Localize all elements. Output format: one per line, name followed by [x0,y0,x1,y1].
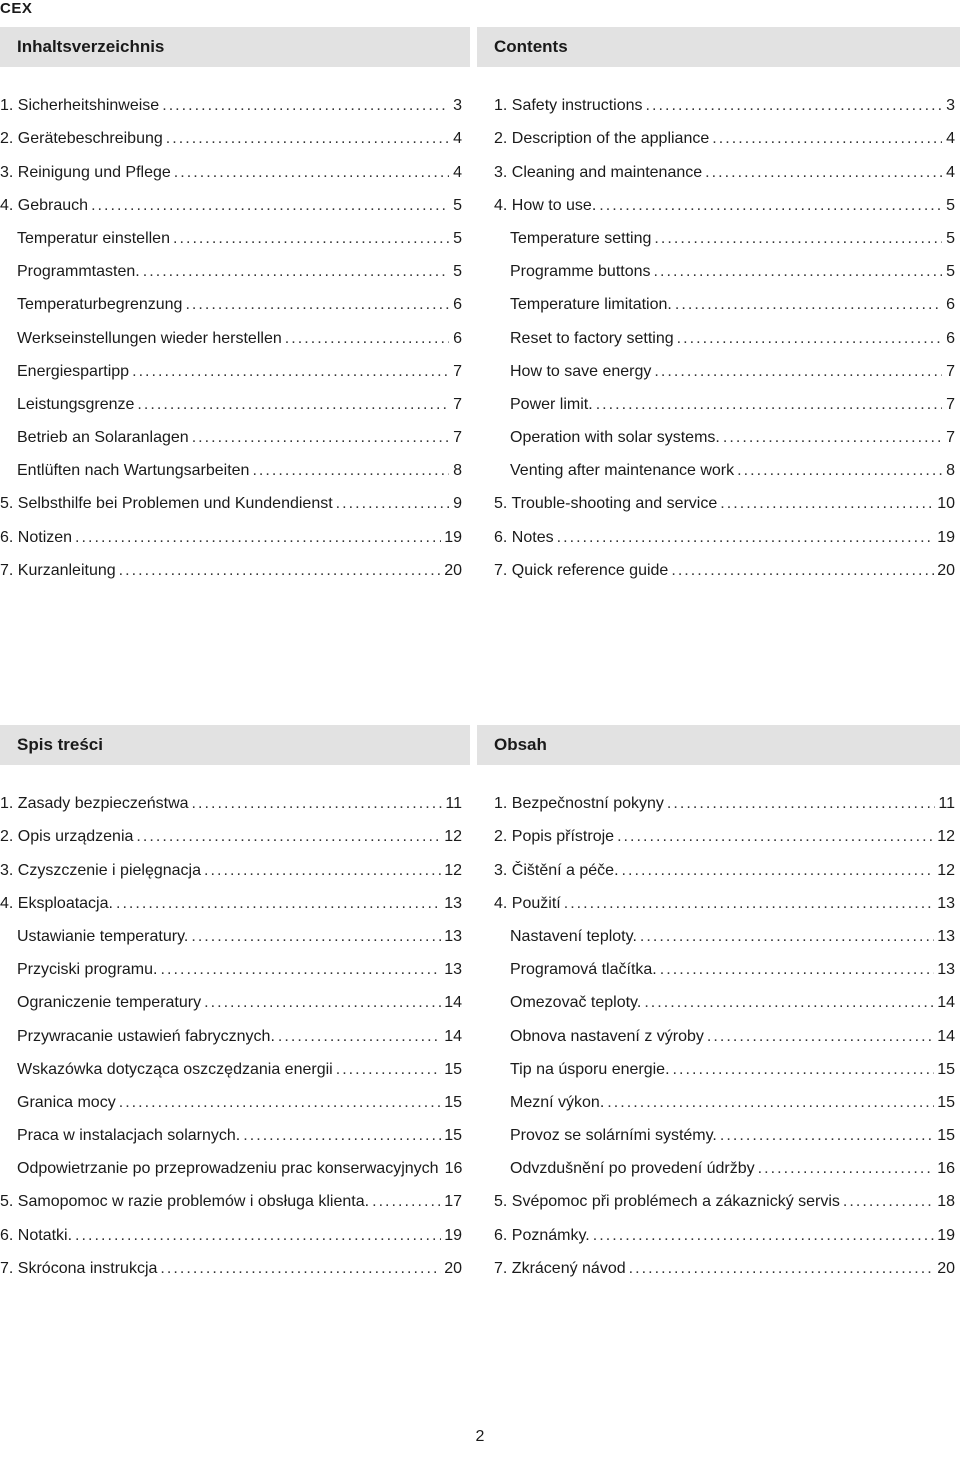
toc-entry[interactable] [477,147,955,180]
toc-entry-label: Provoz se solárními systémy. [510,1127,717,1145]
toc-leader-dots [720,1128,934,1144]
toc-entry-page: 15 [444,1093,462,1111]
toc-section-cz [477,725,960,1277]
toc-entry-label: Betrieb an Solaranlagen [17,429,189,447]
toc-entry-label: 1. Bezpečnostní pokyny [494,795,664,813]
toc-section-pl [0,725,470,1277]
toc-title: Inhaltsverzeichnis [0,27,470,67]
toc-leader-dots [599,198,942,214]
toc-leader-dots [675,297,942,313]
toc-entry-label: 4. Gebrauch [0,196,89,214]
toc-entry-label: Temperature limitation. [510,296,672,314]
toc-entry-page: 15 [937,1093,955,1111]
toc-leader-dots [162,98,449,114]
toc-entry[interactable] [0,512,462,545]
toc-entry-page: 13 [937,894,955,912]
toc-entry-page: 16 [444,1160,462,1178]
toc-entry[interactable] [0,413,462,446]
toc-entry-label: Przywracanie ustawień fabrycznych. [17,1027,275,1045]
toc-leader-dots [143,264,449,280]
toc-leader-dots [654,264,942,280]
toc-entry-label: Programmtasten. [17,263,140,281]
toc-leader-dots [596,397,942,413]
toc-entry-label: 6. Notes [494,528,554,546]
toc-entry-page: 19 [937,528,955,546]
toc-entry[interactable] [477,879,955,912]
toc-entry-label: 1. Zasady bezpieczeństwa [0,795,189,813]
toc-entry[interactable] [477,978,955,1011]
toc-entry-label: Praca w instalacjach solarnych. [17,1127,241,1145]
toc-entry-page: 13 [444,961,462,979]
toc-entry-label: Reset to factory setting [510,329,674,347]
toc-entry-label: Odvzdušnění po provedení údržby [510,1160,755,1178]
toc-leader-dots [160,962,441,978]
toc-entry[interactable] [477,114,955,147]
toc-entry-page: 7 [946,395,955,413]
toc-entry[interactable] [0,479,462,512]
toc-leader-dots [723,430,942,446]
toc-entry-label: Temperatur einstellen [17,229,170,247]
toc-entry-page: 5 [453,196,462,214]
toc-entry[interactable] [477,347,955,380]
page-number: 2 [475,1428,485,1445]
toc-entry-page: 12 [937,828,955,846]
toc-list [0,81,470,579]
toc-entry-label: How to save energy [510,362,652,380]
toc-entry[interactable] [0,912,462,945]
toc-leader-dots [336,1062,442,1078]
toc-entry-page: 15 [444,1127,462,1145]
toc-entry[interactable] [0,546,462,579]
toc-leader-dots [166,131,449,147]
toc-leader-dots [191,929,441,945]
toc-leader-dots [640,929,934,945]
toc-entry-label: Ograniczenie temperatury [17,994,202,1012]
toc-entry-page: 6 [946,296,955,314]
toc-entry-page: 13 [444,894,462,912]
toc-leader-dots [671,563,934,579]
toc-entry[interactable] [477,812,955,845]
toc-leader-dots [136,829,441,845]
toc-entry[interactable] [0,214,462,247]
toc-entry-page: 6 [946,329,955,347]
toc-entry[interactable] [0,845,462,878]
toc-entry-page: 5 [453,263,462,281]
toc-entry-label: 3. Czyszczenie i pielęgnacja [0,861,201,879]
toc-entry-page: 6 [453,296,462,314]
toc-entry-page: 11 [445,795,462,813]
toc-entry-label: 3. Čištění a péče. [494,861,619,879]
toc-entry[interactable] [477,1111,955,1144]
toc-entry[interactable] [0,1011,462,1044]
toc-entry-label: 5. Selbsthilfe bei Problemen und Kundendienst [0,495,333,513]
toc-section-en [477,27,960,579]
toc-leader-dots [336,496,449,512]
toc-entry-page: 3 [946,97,955,115]
toc-entry-label: 5. Samopomoc w razie problemów i obsługa klienta. [0,1193,370,1211]
toc-entry-page: 7 [453,362,462,380]
toc-entry-page: 14 [444,994,462,1012]
toc-entry-page: 19 [444,528,462,546]
toc-entry-label: Operation with solar systems. [510,429,720,447]
toc-entry-page: 5 [453,229,462,247]
toc-leader-dots [705,165,942,181]
toc-entry-page: 4 [946,163,955,181]
toc-leader-dots [192,430,449,446]
toc-entry-page: 19 [937,1226,955,1244]
toc-leader-dots [660,962,934,978]
toc-entry-page: 4 [453,130,462,148]
toc-entry[interactable] [0,1177,462,1210]
toc-entry-label: 3. Cleaning and maintenance [494,163,703,181]
toc-entry[interactable] [477,81,955,114]
toc-entry[interactable] [0,1210,462,1243]
toc-entry-page: 7 [453,429,462,447]
toc-entry[interactable] [477,247,955,280]
toc-leader-dots [712,131,942,147]
toc-entry[interactable] [0,114,462,147]
toc-leader-dots [137,397,449,413]
toc-leader-dots [707,1029,934,1045]
toc-title: Obsah [477,725,960,765]
toc-entry-label: Energiespartipp [17,362,130,380]
toc-leader-dots [629,1261,935,1277]
toc-entry-label: 5. Svépomoc při problémech a zákaznický servis [494,1193,840,1211]
toc-entry-page: 20 [937,1259,955,1277]
toc-leader-dots [646,98,942,114]
toc-entry-page: 13 [937,961,955,979]
toc-leader-dots [173,231,449,247]
toc-leader-dots [564,896,935,912]
toc-leader-dots [278,1029,441,1045]
toc-entry[interactable] [477,1144,955,1177]
toc-entry-page: 12 [444,828,462,846]
toc-entry-label: 7. Quick reference guide [494,561,669,579]
toc-entry[interactable] [0,280,462,313]
toc-entry[interactable] [477,313,955,346]
toc-entry[interactable] [0,1111,462,1144]
toc-leader-dots [372,1194,441,1210]
toc-entry-label: Granica mocy [17,1093,116,1111]
toc-entry-page: 9 [453,495,462,513]
toc-entry-label: Odpowietrzanie po przeprowadzeniu prac konserwacyjnych [17,1160,439,1178]
toc-leader-dots [644,995,934,1011]
toc-leader-dots [673,1062,935,1078]
toc-entry[interactable] [0,1144,462,1177]
toc-leader-dots [843,1194,934,1210]
toc-entry-page: 7 [946,362,955,380]
toc-entry[interactable] [0,313,462,346]
toc-leader-dots [204,863,441,879]
toc-entry-page: 16 [937,1160,955,1178]
toc-entry[interactable] [477,1210,955,1243]
toc-entry[interactable] [477,214,955,247]
toc-entry-label: 3. Reinigung und Pflege [0,163,171,181]
toc-entry[interactable] [477,546,955,579]
toc-entry[interactable] [0,380,462,413]
toc-entry-page: 12 [444,861,462,879]
toc-entry-page: 15 [444,1060,462,1078]
toc-entry-page: 4 [453,163,462,181]
toc-entry-page: 11 [938,795,955,813]
toc-entry-page: 15 [937,1060,955,1078]
toc-entry-label: Tip na úsporu energie. [510,1060,670,1078]
toc-entry-page: 3 [453,97,462,115]
toc-entry[interactable] [0,879,462,912]
toc-leader-dots [654,231,942,247]
toc-list [477,81,960,579]
toc-entry-label: Temperaturbegrenzung [17,296,183,314]
toc-entry-page: 14 [937,994,955,1012]
toc-entry-label: 2. Description of the appliance [494,130,710,148]
toc-entry-label: Omezovač teploty. [510,994,642,1012]
toc-entry-label: 2. Opis urządzenia [0,828,134,846]
toc-entry[interactable] [477,1011,955,1044]
toc-entry[interactable] [0,347,462,380]
toc-leader-dots [119,563,442,579]
toc-entry[interactable] [0,181,462,214]
toc-entry-label: 6. Poznámky. [494,1226,590,1244]
toc-entry-page: 8 [453,462,462,480]
toc-entry-label: 4. Eksploatacja. [0,894,113,912]
toc-leader-dots [132,364,449,380]
toc-entry-label: Programme buttons [510,263,651,281]
toc-entry-label: Przyciski programu. [17,961,158,979]
toc-entry-page: 12 [937,861,955,879]
toc-entry-label: Programová tlačítka. [510,961,657,979]
toc-entry-page: 5 [946,196,955,214]
toc-entry-label: 4. How to use. [494,196,597,214]
toc-entry[interactable] [0,945,462,978]
toc-entry[interactable] [477,945,955,978]
toc-leader-dots [285,331,449,347]
toc-entry-page: 18 [937,1193,955,1211]
toc-leader-dots [720,496,934,512]
toc-entry-label: 7. Zkrácený návod [494,1259,626,1277]
toc-entry-label: 6. Notatki. [0,1226,73,1244]
toc-entry-page: 13 [937,927,955,945]
toc-entry[interactable] [477,380,955,413]
toc-entry-label: Mezní výkon. [510,1093,605,1111]
toc-entry-label: Entlüften nach Wartungsarbeiten [17,462,250,480]
toc-entry[interactable] [0,446,462,479]
toc-leader-dots [91,198,449,214]
toc-entry-label: Ustawianie temperatury. [17,927,189,945]
toc-leader-dots [252,463,449,479]
toc-entry[interactable] [477,181,955,214]
toc-entry-page: 20 [444,561,462,579]
toc-entry-page: 6 [453,329,462,347]
toc-leader-dots [677,331,942,347]
toc-entry-label: 2. Popis přístroje [494,828,615,846]
toc-leader-dots [607,1095,934,1111]
toc-entry[interactable] [477,512,955,545]
toc-entry[interactable] [0,81,462,114]
toc-leader-dots [557,530,935,546]
toc-entry-page: 4 [946,130,955,148]
toc-entry[interactable] [477,280,955,313]
toc-entry-page: 19 [444,1226,462,1244]
toc-leader-dots [654,364,942,380]
brand-logo-text: CEX [0,0,33,17]
toc-entry[interactable] [477,1177,955,1210]
toc-entry-page: 7 [453,395,462,413]
toc-leader-dots [116,896,441,912]
toc-entry[interactable] [477,845,955,878]
toc-leader-dots [75,1228,441,1244]
toc-leader-dots [160,1261,441,1277]
toc-entry[interactable] [0,1244,462,1277]
toc-list [0,779,470,1277]
toc-entry[interactable] [0,779,462,812]
toc-entry-page: 20 [937,561,955,579]
toc-entry-page: 15 [937,1127,955,1145]
toc-entry-label: Temperature setting [510,229,652,247]
toc-entry-label: Werkseinstellungen wieder herstellen [17,329,282,347]
toc-entry[interactable] [477,1045,955,1078]
toc-entry-page: 14 [444,1027,462,1045]
toc-entry[interactable] [477,912,955,945]
toc-entry-page: 13 [444,927,462,945]
toc-entry[interactable] [477,1078,955,1111]
toc-leader-dots [185,297,449,313]
toc-leader-dots [667,796,936,812]
toc-entry[interactable] [0,812,462,845]
toc-leader-dots [75,530,441,546]
toc-entry-label: 7. Kurzanleitung [0,561,116,579]
toc-entry[interactable] [477,413,955,446]
toc-entry-page: 17 [444,1193,462,1211]
toc-leader-dots [622,863,935,879]
toc-entry-label: Venting after maintenance work [510,462,735,480]
toc-leader-dots [593,1228,934,1244]
toc-entry[interactable] [477,479,955,512]
toc-leader-dots [758,1161,935,1177]
toc-entry-label: 4. Použití [494,894,561,912]
toc-leader-dots [192,796,443,812]
toc-entry-label: 2. Gerätebeschreibung [0,130,163,148]
toc-section-de [0,27,470,579]
toc-entry[interactable] [0,147,462,180]
toc-entry-label: 1. Sicherheitshinweise [0,97,160,115]
toc-entry[interactable] [0,978,462,1011]
toc-entry-label: 5. Trouble-shooting and service [494,495,718,513]
toc-title: Contents [477,27,960,67]
toc-leader-dots [243,1128,441,1144]
toc-entry[interactable] [477,779,955,812]
toc-leader-dots [737,463,942,479]
toc-entry-page: 5 [946,229,955,247]
toc-entry[interactable] [0,1078,462,1111]
toc-leader-dots [617,829,934,845]
toc-entry-label: Wskazówka dotycząca oszczędzania energii [17,1060,333,1078]
toc-entry[interactable] [0,247,462,280]
toc-entry-label: Power limit. [510,395,593,413]
toc-entry-page: 8 [946,462,955,480]
toc-leader-dots [174,165,449,181]
toc-entry-label: Obnova nastavení z výroby [510,1027,704,1045]
toc-entry-label: Leistungsgrenze [17,395,135,413]
toc-entry-label: 7. Skrócona instrukcja [0,1259,158,1277]
toc-entry[interactable] [477,446,955,479]
toc-entry-label: Nastavení teploty. [510,927,637,945]
toc-entry-page: 10 [937,495,955,513]
toc-title: Spis treści [0,725,470,765]
toc-entry-label: 1. Safety instructions [494,97,643,115]
toc-entry-page: 20 [444,1259,462,1277]
toc-leader-dots [119,1095,442,1111]
toc-entry-page: 5 [946,263,955,281]
toc-entry-page: 7 [946,429,955,447]
toc-entry-page: 14 [937,1027,955,1045]
toc-leader-dots [204,995,441,1011]
toc-entry-label: 6. Notizen [0,528,73,546]
toc-entry[interactable] [0,1045,462,1078]
toc-list [477,779,960,1277]
toc-entry[interactable] [477,1244,955,1277]
